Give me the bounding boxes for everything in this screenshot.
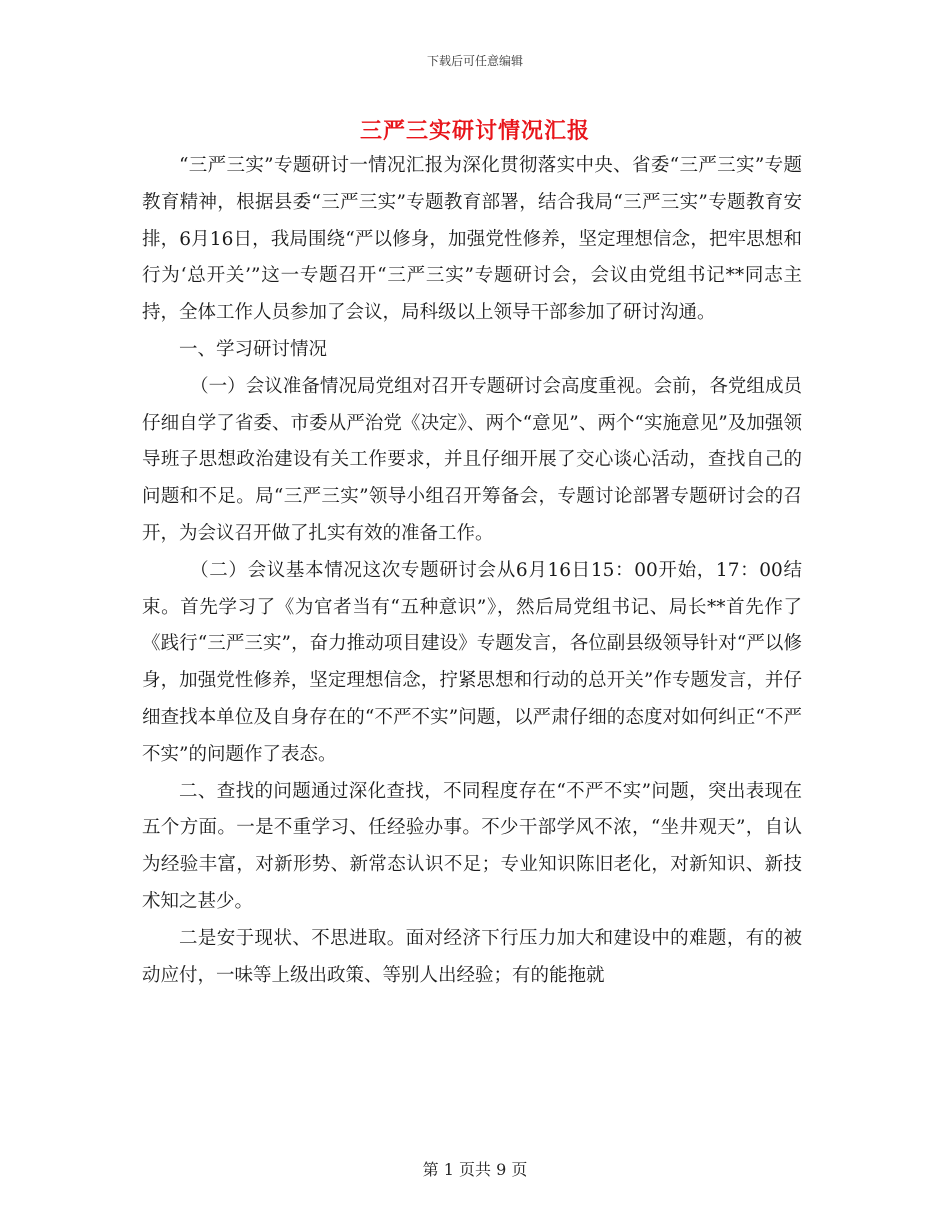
paragraph-preparation: （一）会议准备情况局党组对召开专题研讨会高度重视。会前，各党组成员仔细自学了省委、市委从严治党《决定》、两个“意见”、两个“实施意见”及加强领导班子思想政治建设有关工作要求，并且仔细开展了交心谈心活动，查找自己的问题和不足。局“三严三实”领导小组召开筹备会，专题讨论部署专题研讨会的召开，为会议召开做了扎实有效的准备工作。 (142, 375, 802, 544)
paragraph-intro: “三严三实”专题研讨一情况汇报为深化贯彻落实中央、省委“三严三实”专题教育精神，根据县委“三严三实”专题教育部署，结合我局“三严三实”专题教育安排，6月16日，我局围绕“严以修身，加强党性修养，坚定理想信念，把牢思想和行为‘总开关’”这一专题召开“三严三实”专题研讨会，会议由党组书记**同志主持，全体工作人员参加了会议，局科级以上领导干部参加了研讨沟通。 (142, 155, 802, 324)
page-number: 第 1 页共 9 页 (422, 1160, 528, 1179)
header-note: 下载后可任意编辑 (426, 54, 523, 68)
paragraph-complacency: 二是安于现状、不思进取。面对经济下行压力加大和建设中的难题，有的被动应付，一味等上级出政策、等别人出经验；有的能拖就 (142, 927, 802, 986)
section-heading-study: 一、学习研讨情况 (179, 338, 328, 360)
paragraph-problems: 二、查找的问题通过深化查找，不同程度存在“不严不实”问题，突出表现在五个方面。一是不重学习、任经验办事。不少干部学风不浓，“坐井观天”，自认为经验丰富，对新形势、新常态认识不足；专业知识陈旧老化，对新知识、新技术知之甚少。 (142, 780, 802, 912)
document-title: 三严三实研讨情况汇报 (359, 118, 590, 144)
paragraph-meeting-basics: （二）会议基本情况这次专题研讨会从6月16日15：00开始，17：00结束。首先学习了《为官者当有“五种意识”》，然后局党组书记、局长**首先作了《践行“三严三实”，奋力推动项目建设》专题发言，各位副县级领导针对“严以修身，加强党性修养，坚定理想信念，拧紧思想和行动的总开关”作专题发言，并仔细查找本单位及自身存在的“不严不实”问题，以严肃仔细的态度对如何纠正“不严不实”的问题作了表态。 (142, 559, 802, 765)
document-body (142, 148, 802, 994)
